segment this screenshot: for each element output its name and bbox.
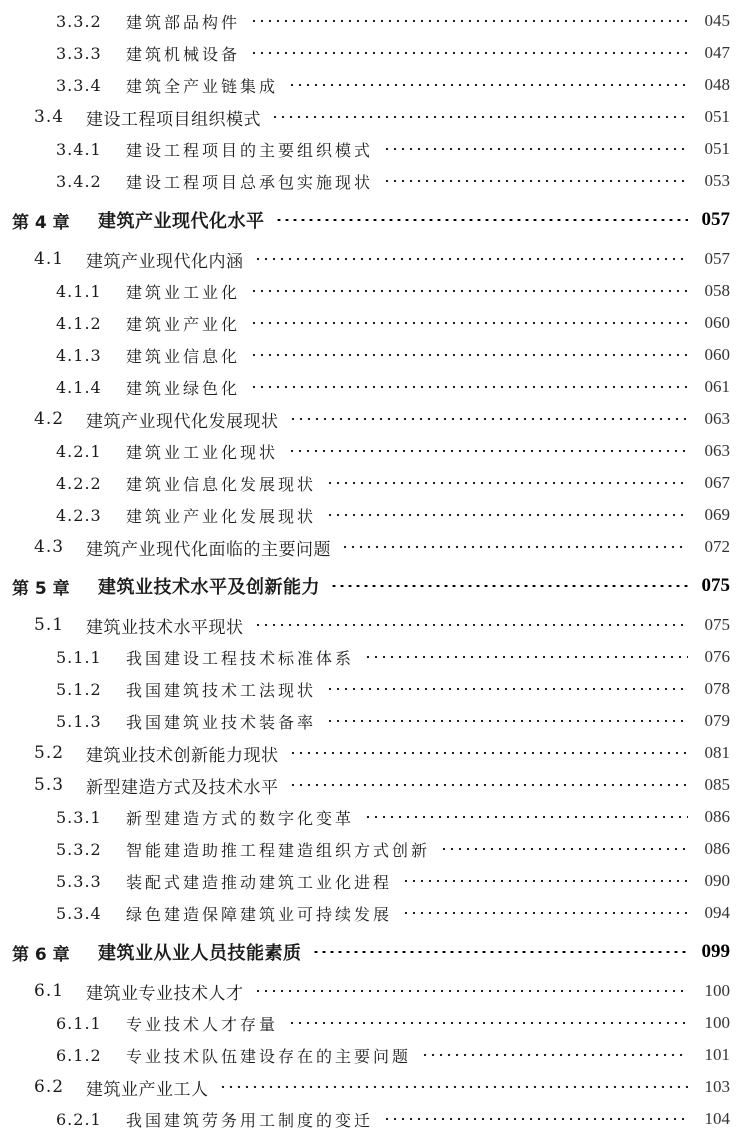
dot-leader <box>402 912 688 914</box>
toc-entry-number: 3.3.3 <box>56 43 102 63</box>
toc-entry-number: 6.1 <box>34 981 65 1001</box>
toc-subsection-entry[interactable] <box>0 673 750 705</box>
toc-entry-number: 3.3.2 <box>56 11 102 31</box>
toc-subsection-entry[interactable] <box>0 801 750 833</box>
toc-entry-number: 5.1.3 <box>56 711 102 731</box>
toc-entry-page-number: 086 <box>704 839 730 858</box>
dot-leader <box>383 148 688 150</box>
toc-entry-page-number: 104 <box>704 1109 730 1128</box>
toc-entry-page-number: 063 <box>704 441 730 460</box>
toc-entry-number: 6.2.1 <box>56 1109 102 1129</box>
dot-leader <box>326 514 688 516</box>
toc-entry-title: 建筑业技术创新能力现状 <box>86 745 279 766</box>
toc-entry-title: 建筑业工业化现状 <box>126 442 279 462</box>
toc-entry-title: 新型建造方式的数字化变革 <box>126 808 355 828</box>
dot-leader <box>383 1118 688 1120</box>
toc-entry-page-number: 079 <box>704 711 730 730</box>
toc-chapter-entry[interactable] <box>0 929 750 975</box>
toc-entry-title: 建筑业信息化发展现状 <box>126 474 317 494</box>
toc-entry-page-number: 100 <box>704 1013 730 1032</box>
toc-entry-title: 建设工程项目总承包实施现状 <box>126 172 374 192</box>
toc-entry-number: 3.3.4 <box>56 75 102 95</box>
toc-entry-number: 4.1.4 <box>56 377 102 397</box>
toc-entry-page-number: 063 <box>704 409 730 428</box>
dot-leader <box>250 354 688 356</box>
toc-entry-title: 建筑全产业链集成 <box>126 76 279 96</box>
toc-section-entry[interactable] <box>0 531 750 563</box>
toc-entry-number: 4.1.3 <box>56 345 102 365</box>
toc-entry-title: 建筑业技术水平现状 <box>86 617 244 638</box>
toc-entry-title: 建筑机械设备 <box>126 44 241 64</box>
dot-leader <box>312 951 689 953</box>
toc-entry-title: 新型建造方式及技术水平 <box>86 777 279 798</box>
toc-entry-page-number: 053 <box>704 171 730 190</box>
dot-leader <box>275 219 689 221</box>
toc-entry-number: 3.4.1 <box>56 139 102 159</box>
toc-subsection-entry[interactable] <box>0 5 750 37</box>
toc-section-entry[interactable] <box>0 737 750 769</box>
toc-entry-page-number: 051 <box>704 107 730 126</box>
dot-leader <box>402 880 688 882</box>
toc-entry-title: 建筑业技术水平及创新能力 <box>98 577 320 598</box>
toc-entry-number: 5.1.1 <box>56 647 102 667</box>
toc-entry-title: 专业技术队伍建设存在的主要问题 <box>126 1046 412 1066</box>
toc-entry-number: 5.3.1 <box>56 807 102 827</box>
toc-entry-title: 建筑产业现代化水平 <box>98 211 265 232</box>
toc-entry-number: 5.2 <box>34 743 65 763</box>
toc-entry-page-number: 076 <box>704 647 730 666</box>
toc-entry-number: 4.1.2 <box>56 313 102 333</box>
toc-entry-page-number: 067 <box>704 473 730 492</box>
toc-subsection-entry[interactable] <box>0 1039 750 1071</box>
toc-entry-page-number: 060 <box>704 345 730 364</box>
toc-entry-page-number: 069 <box>704 505 730 524</box>
dot-leader <box>326 482 688 484</box>
dot-leader <box>288 1022 688 1024</box>
toc-entry-page-number: 057 <box>701 209 730 230</box>
toc-section-entry[interactable] <box>0 243 750 275</box>
toc-entry-number: 5.1.2 <box>56 679 102 699</box>
toc-entry-title: 建筑业产业化发展现状 <box>126 506 317 526</box>
toc-entry-title: 建筑业产业化 <box>126 314 241 334</box>
toc-entry-page-number: 061 <box>704 377 730 396</box>
toc-subsection-entry[interactable] <box>0 275 750 307</box>
toc-subsection-entry[interactable] <box>0 705 750 737</box>
toc-entry-title: 建筑业产业工人 <box>86 1079 209 1100</box>
dot-leader <box>383 180 688 182</box>
table-of-contents <box>0 5 750 1135</box>
toc-section-entry[interactable] <box>0 101 750 133</box>
toc-subsection-entry[interactable] <box>0 499 750 531</box>
toc-subsection-entry[interactable] <box>0 897 750 929</box>
toc-entry-title: 装配式建造推动建筑工业化进程 <box>126 872 393 892</box>
toc-subsection-entry[interactable] <box>0 1007 750 1039</box>
dot-leader <box>289 784 689 786</box>
toc-subsection-entry[interactable] <box>0 865 750 897</box>
toc-entry-number: 第 4 章 <box>12 212 70 233</box>
toc-entry-page-number: 094 <box>704 903 730 922</box>
dot-leader <box>364 656 688 658</box>
toc-entry-page-number: 100 <box>704 981 730 1000</box>
toc-subsection-entry[interactable] <box>0 641 750 673</box>
toc-entry-title: 建筑产业现代化发展现状 <box>86 411 279 432</box>
toc-section-entry[interactable] <box>0 609 750 641</box>
dot-leader <box>326 720 688 722</box>
toc-entry-page-number: 072 <box>704 537 730 556</box>
toc-entry-title: 建筑业绿色化 <box>126 378 241 398</box>
toc-entry-number: 6.1.2 <box>56 1045 102 1065</box>
toc-entry-title: 我国建筑技术工法现状 <box>126 680 317 700</box>
toc-section-entry[interactable] <box>0 1071 750 1103</box>
toc-subsection-entry[interactable] <box>0 69 750 101</box>
toc-entry-page-number: 090 <box>704 871 730 890</box>
toc-entry-title: 建设工程项目组织模式 <box>86 109 261 130</box>
toc-subsection-entry[interactable] <box>0 467 750 499</box>
toc-entry-number: 6.1.1 <box>56 1013 102 1033</box>
toc-entry-number: 4.2 <box>34 409 65 429</box>
dot-leader <box>288 84 688 86</box>
toc-subsection-entry[interactable] <box>0 165 750 197</box>
dot-leader <box>271 116 688 118</box>
toc-entry-page-number: 103 <box>704 1077 730 1096</box>
toc-entry-number: 第 6 章 <box>12 944 70 965</box>
toc-entry-number: 3.4.2 <box>56 171 102 191</box>
toc-entry-page-number: 058 <box>704 281 730 300</box>
dot-leader <box>254 990 689 992</box>
toc-section-entry[interactable] <box>0 975 750 1007</box>
toc-section-entry[interactable] <box>0 403 750 435</box>
toc-entry-title: 建筑业工业化 <box>126 282 241 302</box>
dot-leader <box>288 450 688 452</box>
dot-leader <box>421 1054 688 1056</box>
toc-entry-page-number: 101 <box>704 1045 730 1064</box>
dot-leader <box>250 52 688 54</box>
dot-leader <box>219 1086 689 1088</box>
dot-leader <box>254 624 689 626</box>
toc-entry-number: 4.1 <box>34 249 65 269</box>
toc-entry-page-number: 075 <box>701 575 730 596</box>
toc-entry-page-number: 078 <box>704 679 730 698</box>
toc-subsection-entry[interactable] <box>0 1103 750 1135</box>
dot-leader <box>326 688 688 690</box>
toc-entry-number: 5.3 <box>34 775 65 795</box>
toc-entry-number: 4.2.3 <box>56 505 102 525</box>
toc-entry-number: 3.4 <box>34 107 65 127</box>
toc-entry-title: 专业技术人才存量 <box>126 1014 279 1034</box>
dot-leader <box>364 816 688 818</box>
toc-entry-number: 4.3 <box>34 537 65 557</box>
toc-entry-page-number: 081 <box>704 743 730 762</box>
dot-leader <box>440 848 688 850</box>
toc-entry-title: 绿色建造保障建筑业可持续发展 <box>126 904 393 924</box>
toc-section-entry[interactable] <box>0 769 750 801</box>
toc-entry-number: 第 5 章 <box>12 578 70 599</box>
toc-entry-page-number: 057 <box>704 249 730 268</box>
toc-entry-page-number: 048 <box>704 75 730 94</box>
toc-entry-page-number: 047 <box>704 43 730 62</box>
toc-entry-page-number: 045 <box>704 11 730 30</box>
dot-leader <box>250 290 688 292</box>
toc-entry-title: 建筑业信息化 <box>126 346 241 366</box>
toc-entry-title: 建筑业从业人员技能素质 <box>98 943 302 964</box>
dot-leader <box>254 258 689 260</box>
toc-subsection-entry[interactable] <box>0 371 750 403</box>
dot-leader <box>289 418 689 420</box>
toc-entry-number: 4.1.1 <box>56 281 102 301</box>
toc-entry-page-number: 051 <box>704 139 730 158</box>
toc-subsection-entry[interactable] <box>0 133 750 165</box>
toc-entry-number: 5.3.4 <box>56 903 102 923</box>
dot-leader <box>250 20 688 22</box>
toc-chapter-entry[interactable] <box>0 197 750 243</box>
toc-entry-page-number: 099 <box>701 941 730 962</box>
toc-entry-page-number: 085 <box>704 775 730 794</box>
toc-entry-title: 我国建筑业技术装备率 <box>126 712 317 732</box>
toc-entry-title: 建筑业专业技术人才 <box>86 983 244 1004</box>
toc-entry-number: 4.2.1 <box>56 441 102 461</box>
toc-subsection-entry[interactable] <box>0 339 750 371</box>
dot-leader <box>330 585 688 587</box>
toc-entry-title: 建设工程项目的主要组织模式 <box>126 140 374 160</box>
toc-subsection-entry[interactable] <box>0 307 750 339</box>
toc-subsection-entry[interactable] <box>0 435 750 467</box>
toc-entry-page-number: 075 <box>704 615 730 634</box>
toc-entry-number: 5.1 <box>34 615 65 635</box>
toc-entry-number: 5.3.2 <box>56 839 102 859</box>
toc-entry-title: 建筑部品构件 <box>126 12 241 32</box>
toc-entry-title: 我国建设工程技术标准体系 <box>126 648 355 668</box>
toc-entry-title: 我国建筑劳务用工制度的变迁 <box>126 1110 374 1130</box>
toc-entry-page-number: 086 <box>704 807 730 826</box>
toc-entry-number: 4.2.2 <box>56 473 102 493</box>
toc-entry-title: 智能建造助推工程建造组织方式创新 <box>126 840 431 860</box>
dot-leader <box>250 322 688 324</box>
dot-leader <box>250 386 688 388</box>
dot-leader <box>289 752 689 754</box>
toc-subsection-entry[interactable] <box>0 833 750 865</box>
toc-chapter-entry[interactable] <box>0 563 750 609</box>
toc-entry-title: 建筑产业现代化内涵 <box>86 251 244 272</box>
toc-entry-number: 6.2 <box>34 1077 65 1097</box>
toc-entry-number: 5.3.3 <box>56 871 102 891</box>
toc-subsection-entry[interactable] <box>0 37 750 69</box>
toc-entry-page-number: 060 <box>704 313 730 332</box>
toc-entry-title: 建筑产业现代化面临的主要问题 <box>86 539 331 560</box>
dot-leader <box>341 546 688 548</box>
